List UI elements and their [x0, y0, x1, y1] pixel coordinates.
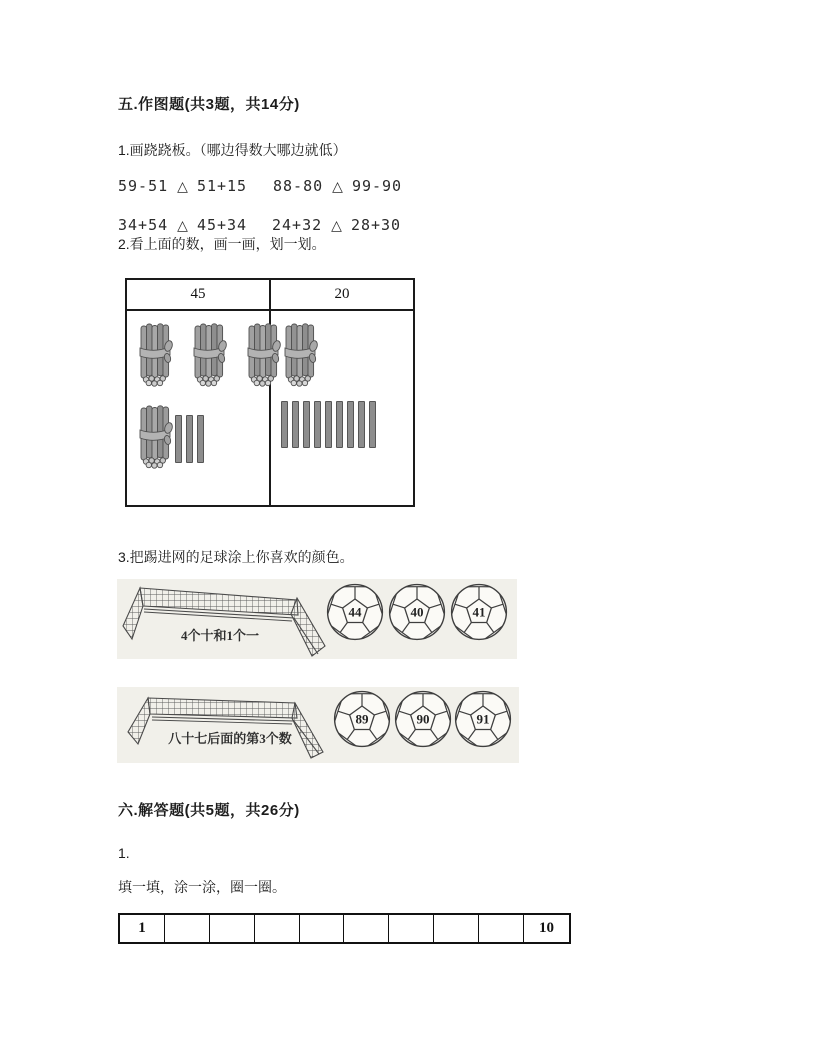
comparison-expression-2	[273, 177, 402, 195]
triangle-compare-symbol: △	[177, 179, 188, 195]
sticks-table	[125, 278, 415, 507]
goal-net-figure	[120, 582, 332, 658]
goal-figure-row-2	[118, 688, 518, 762]
comparison-expression-3	[118, 216, 247, 234]
soccer-ball-number: 89	[355, 711, 369, 727]
stick-bundle	[139, 323, 173, 387]
single-stick	[292, 401, 299, 448]
expression-right: 28+30	[350, 216, 402, 234]
question3-text: 3.把踢进网的足球涂上你喜欢的颜色。	[118, 549, 354, 565]
soccer-ball-number: 91	[476, 711, 490, 727]
answer-grid-cell-filled: 10	[538, 920, 554, 936]
stick-bundle	[193, 323, 227, 387]
single-stick	[197, 415, 204, 463]
expression-left: 88-80	[273, 177, 324, 195]
section5-title: 五.作图题(共3题，共14分)	[118, 96, 300, 113]
section6-q1-number: 1.	[118, 845, 130, 861]
triangle-compare-symbol: △	[331, 218, 342, 234]
expression-right: 45+34	[196, 216, 248, 234]
sticks-cell	[271, 311, 413, 505]
question1-text: 1.画跷跷板。（哪边得数大哪边就低）	[118, 142, 347, 158]
single-stick	[186, 415, 193, 463]
section6-title: 六.解答题(共5题，共26分)	[118, 802, 300, 819]
column-header: 45	[127, 280, 269, 311]
sticks-table-column-45	[127, 280, 269, 505]
single-stick	[281, 401, 288, 448]
single-stick	[303, 401, 310, 448]
stick-bundle	[284, 323, 318, 387]
answer-grid-cell-empty	[389, 915, 434, 942]
answer-grid	[118, 913, 571, 944]
answer-grid-cell-filled: 1	[120, 915, 165, 942]
answer-grid-cell-empty	[210, 915, 255, 942]
single-stick	[336, 401, 343, 448]
expression-left: 24+32	[272, 216, 323, 234]
sticks-table-column-20	[269, 280, 413, 505]
single-stick	[347, 401, 354, 448]
column-header: 20	[271, 280, 413, 311]
expression-left: 59-51	[118, 177, 169, 195]
single-stick	[358, 401, 365, 448]
soccer-ball	[333, 690, 391, 748]
soccer-ball	[326, 583, 384, 641]
goal-figure-row-1	[118, 580, 516, 658]
answer-grid-cell-empty	[479, 915, 524, 942]
single-stick	[314, 401, 321, 448]
expression-left: 34+54	[118, 216, 169, 234]
triangle-compare-symbol: △	[177, 218, 188, 234]
soccer-ball-number: 41	[472, 604, 486, 620]
answer-grid-cell-empty	[300, 915, 345, 942]
triangle-compare-symbol: △	[332, 179, 343, 195]
single-stick	[175, 415, 182, 463]
comparison-expression-1	[118, 177, 247, 195]
single-stick	[369, 401, 376, 448]
goal-label: 八十七后面的第3个数	[168, 731, 292, 746]
soccer-ball	[454, 690, 512, 748]
answer-grid-cell-empty	[165, 915, 210, 942]
answer-grid-cell-empty	[434, 915, 479, 942]
goal-net-figure	[120, 690, 340, 760]
soccer-ball-number: 90	[416, 711, 430, 727]
stick-bundle	[139, 405, 173, 469]
answer-grid-cell-empty	[255, 915, 300, 942]
single-stick	[325, 401, 332, 448]
question2-text: 2.看上面的数，画一画，划一划。	[118, 236, 326, 252]
soccer-ball	[450, 583, 508, 641]
answer-grid-cell-empty	[344, 915, 389, 942]
expression-right: 99-90	[351, 177, 403, 195]
goal-label: 4个十和1个一	[180, 628, 260, 643]
soccer-ball-number: 44	[348, 604, 362, 620]
sticks-cell	[127, 311, 269, 505]
section6-q1-text: 填一填，涂一涂，圈一圈。	[118, 879, 286, 895]
soccer-ball-number: 40	[410, 604, 424, 620]
comparison-expression-4	[272, 216, 401, 234]
expression-right: 51+15	[196, 177, 248, 195]
soccer-ball	[388, 583, 446, 641]
soccer-ball	[394, 690, 452, 748]
